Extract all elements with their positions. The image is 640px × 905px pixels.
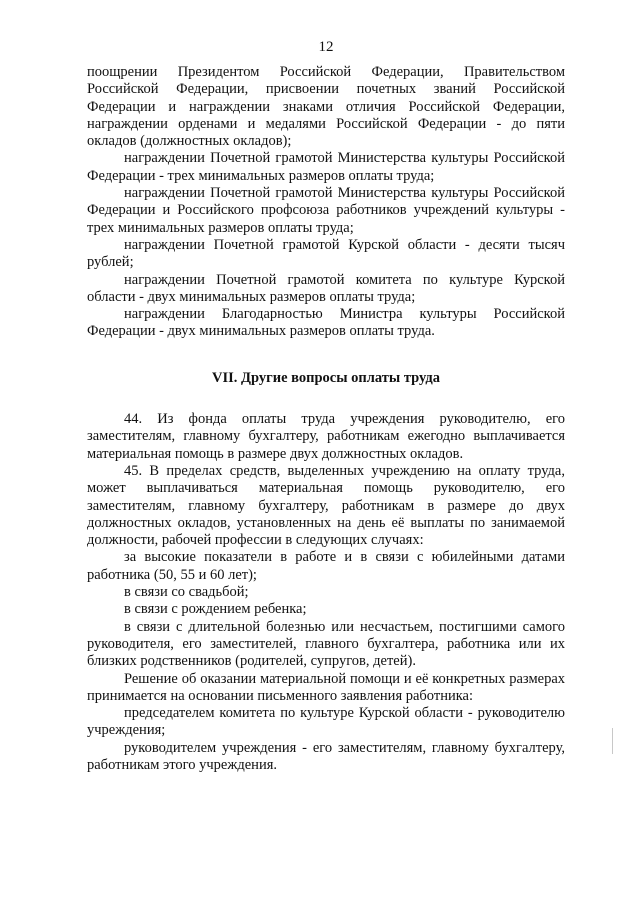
list-item-illness: в связи с длительной болезнью или несчастьем, постигшими самого руководителя, его заместителей, главного бухгалтера, работника или их близких родственников (родителей, супругов, детей). [87,618,565,670]
list-item-anniversary: за высокие показатели в работе и в связи с юбилейными датами работника (50, 55 и 60 лет); [87,549,565,583]
list-item-childbirth: в связи с рождением ребенка; [124,601,307,618]
paragraph-awards-president: поощрении Президентом Российской Федерации, Правительством Российской Федерации, присвоении почетных званий Российской Федерации и награждении знаками отличия Российской Федерации, награждении орденами и медалями Российской Федерации - до пяти окладов (должностных окладов); [87,64,565,150]
paragraph-award-ministry-culture: награждении Почетной грамотой Министерства культуры Российской Федерации - трех минимальных размеров оплаты труда; [87,150,565,184]
document-body [87,64,565,774]
paragraph-award-culture-committee: награждении Почетной грамотой комитета по культуре Курской области - двух минимальных размеров оплаты труда; [87,271,565,305]
paragraph-44-material-aid: 44. Из фонда оплаты труда учреждения руководителю, его заместителям, главному бухгалтеру, работникам ежегодно выплачивается материальная помощь в размере двух должностных окладов. [87,411,565,462]
paragraph-award-kursk-region: награждении Почетной грамотой Курской области - десяти тысяч рублей; [87,236,565,271]
paragraph-decision: Решение об оказании материальной помощи и её конкретных размерах принимается на основании письменного заявления работника: [87,670,565,704]
page-number: 12 [318,39,334,55]
list-item-wedding: в связи со свадьбой; [124,584,249,601]
section-heading: VII. Другие вопросы оплаты труда [212,369,440,386]
list-item-committee-chair: председателем комитета по культуре Курской области - руководителю учреждения; [87,705,565,739]
paragraph-45-material-aid-cases: 45. В пределах средств, выделенных учреждению на оплату труда, может выплачиваться материальная помощь руководителю, его заместителям, главному бухгалтеру, работникам в размере до двух должностных окладов, установленных на день её выплаты по занимаемой должности, рабочей профессии в следующих случаях: [87,462,565,549]
scan-margin-mark [612,728,613,754]
paragraph-award-minister-gratitude: награждении Благодарностью Министра культуры Российской Федерации - двух минимальных размеров оплаты труда. [87,306,565,340]
list-item-head-of-institution: руководителем учреждения - его заместителям, главному бухгалтеру, работникам этого учреждения. [87,739,565,773]
paragraph-award-ministry-union: награждении Почетной грамотой Министерства культуры Российской Федерации и Российского профсоюза работников учреждений культуры - трех минимальных размеров оплаты труда; [87,185,565,236]
